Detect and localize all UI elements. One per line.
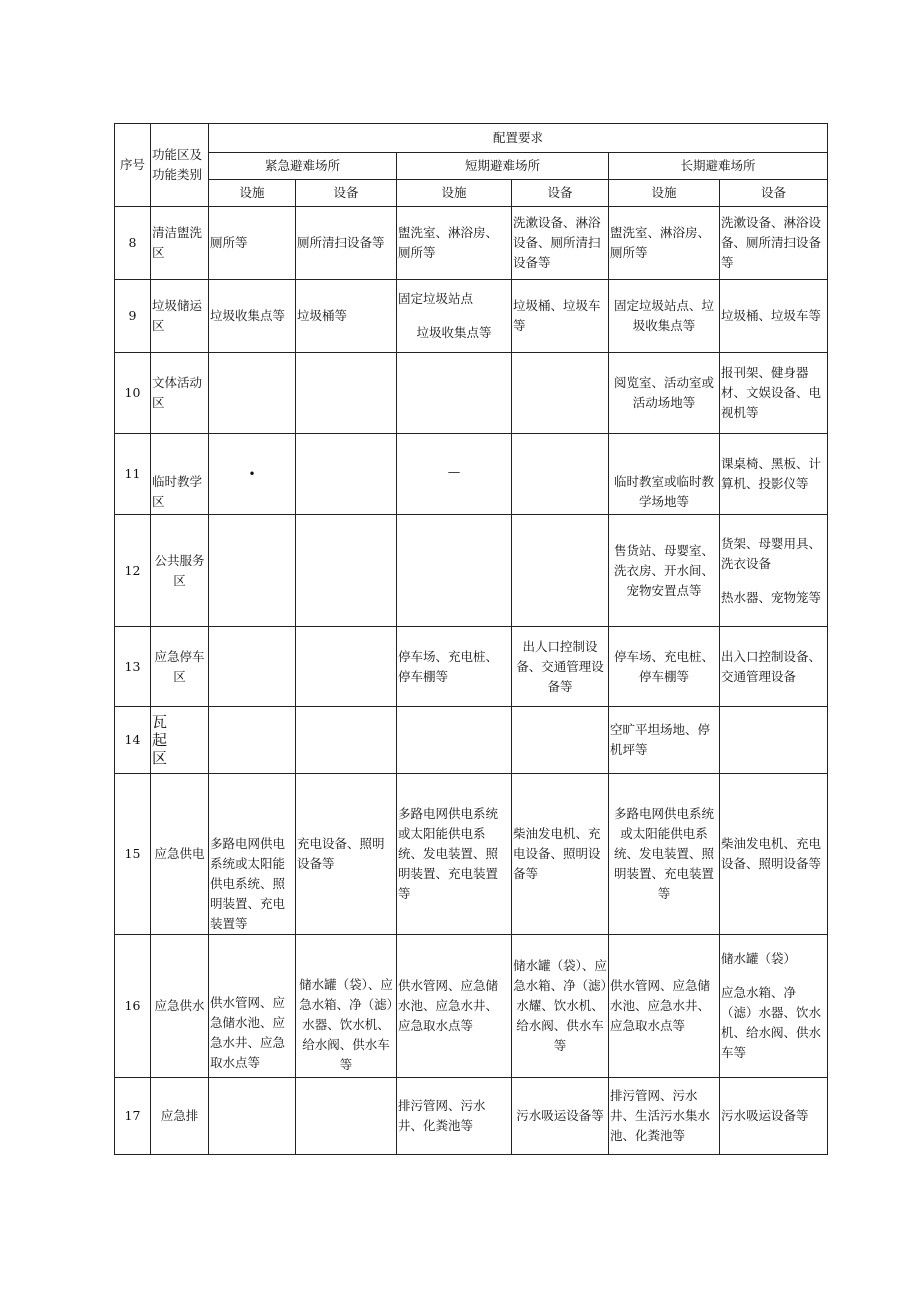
cell-short-equipment	[512, 434, 609, 515]
header-equipment: 设备	[296, 180, 397, 207]
cell-short-equipment: 洗漱设备、淋浴设备、厕所清扫设备等	[512, 207, 609, 280]
table-row	[115, 207, 828, 280]
table-row	[115, 515, 828, 627]
cell-short-facility	[397, 353, 512, 434]
cell-long-facility: 空旷平坦场地、停机坪等	[609, 707, 720, 774]
row-no: 15	[115, 774, 151, 935]
cell-short-facility: 盥洗室、淋浴房、厕所等	[397, 207, 512, 280]
cell-long-equipment	[720, 515, 828, 627]
cell-short-equipment	[512, 707, 609, 774]
cell-long-equipment: 柴油发电机、充电设备、照明设备等	[720, 774, 828, 935]
cell-emergency-equipment	[296, 515, 397, 627]
header-equipment: 设备	[720, 180, 828, 207]
long-equipment-line-b: 应急水箱、净（滤）水器、饮水机、给水阀、供水车等	[721, 985, 822, 1060]
cell-short-equipment	[512, 353, 609, 434]
cell-short-equipment: 污水吸运设备等	[512, 1078, 609, 1155]
cell-short-facility: 排污管网、污水井、化粪池等	[397, 1078, 512, 1155]
cell-long-equipment: 出入口控制设备、交通管理设备	[720, 627, 828, 707]
cell-emergency-facility: 多路电网供电系统或太阳能供电系统、照明装置、充电装置等	[209, 774, 296, 935]
header-equipment: 设备	[512, 180, 609, 207]
cell-long-equipment: 污水吸运设备等	[720, 1078, 828, 1155]
row-no: 12	[115, 515, 151, 627]
header-facility: 设施	[209, 180, 296, 207]
cell-short-facility	[397, 707, 512, 774]
cell-long-facility: 售货站、母婴室、洗衣房、开水间、宠物安置点等	[609, 515, 720, 627]
short-facility-line-b: 垃圾收集点等	[416, 325, 492, 340]
table-row	[115, 774, 828, 935]
row-area: 临时教学区	[151, 434, 209, 515]
cell-long-equipment: 洗漱设备、淋浴设备、厕所清扫设备等	[720, 207, 828, 280]
cell-emergency-equipment: 垃圾桶等	[296, 280, 397, 353]
row-area: 公共服务区	[151, 515, 209, 627]
row-no: 11	[115, 434, 151, 515]
table-row	[115, 707, 828, 774]
row-area: 瓦起区	[151, 707, 209, 774]
row-area: 清洁盥洗区	[151, 207, 209, 280]
cell-short-facility: —	[397, 434, 512, 515]
header-area: 功能区及功能类别	[151, 124, 209, 207]
row-area: 应急供电	[151, 774, 209, 935]
cell-short-facility: 供水管网、应急储水池、应急水井、应急取水点等	[397, 935, 512, 1078]
cell-short-facility: 停车场、充电桩、停车棚等	[397, 627, 512, 707]
row-no: 8	[115, 207, 151, 280]
row-no: 17	[115, 1078, 151, 1155]
table-row	[115, 627, 828, 707]
cell-long-facility: 固定垃圾站点、垃圾收集点等	[609, 280, 720, 353]
cell-long-facility: 供水管网、应急储水池、应急水井、应急取水点等	[609, 935, 720, 1078]
cell-short-facility	[397, 515, 512, 627]
cell-long-facility: 多路电网供电系统或太阳能供电系统、发电装置、照明装置、充电装置等	[609, 774, 720, 935]
row-no: 10	[115, 353, 151, 434]
cell-emergency-equipment: 厕所清扫设备等	[296, 207, 397, 280]
cell-long-facility: 停车场、充电桩、停车棚等	[609, 627, 720, 707]
cell-long-facility: 盥洗室、淋浴房、厕所等	[609, 207, 720, 280]
cell-emergency-facility	[209, 353, 296, 434]
cell-emergency-facility: 供水管网、应急储水池、应急水井、应急取水点等	[209, 935, 296, 1078]
cell-short-equipment: 柴油发电机、充电设备、照明设备等	[512, 774, 609, 935]
cell-short-equipment	[512, 515, 609, 627]
cell-long-equipment	[720, 935, 828, 1078]
cell-long-facility: 排污管网、污水井、生活污水集水池、化粪池等	[609, 1078, 720, 1155]
row-no: 13	[115, 627, 151, 707]
cell-short-equipment: 出人口控制设备、交通管理设备等	[512, 627, 609, 707]
cell-long-facility: 临时教室或临时教学场地等	[609, 434, 720, 515]
long-equipment-line-b: 热水器、宠物笼等	[721, 589, 822, 605]
cell-emergency-equipment	[296, 627, 397, 707]
row-no: 16	[115, 935, 151, 1078]
cell-emergency-facility	[209, 707, 296, 774]
cell-emergency-facility	[209, 1078, 296, 1155]
table-row	[115, 935, 828, 1078]
row-area: 应急排	[151, 1078, 209, 1155]
cell-emergency-facility	[209, 434, 296, 515]
cell-emergency-equipment	[296, 707, 397, 774]
cell-emergency-facility: 厕所等	[209, 207, 296, 280]
row-area: 垃圾储运区	[151, 280, 209, 353]
cell-emergency-equipment	[296, 353, 397, 434]
long-equipment-line-a: 货架、母婴用具、洗衣设备	[721, 535, 822, 571]
long-equipment-line-a: 储水罐（袋）	[721, 951, 797, 966]
short-facility-line-a: 固定垃圾站点	[398, 291, 474, 306]
cell-emergency-equipment	[296, 434, 397, 515]
cell-emergency-equipment: 储水罐（袋）、应急水箱、净（滤）水器、饮水机、给水阀、供水车等	[296, 935, 397, 1078]
header-short-term: 短期避难场所	[397, 153, 609, 180]
row-area: 应急供水	[151, 935, 209, 1078]
dot-mark: •	[248, 467, 256, 481]
cell-short-facility	[397, 280, 512, 353]
table-row	[115, 280, 828, 353]
config-table	[114, 123, 828, 1155]
row-no: 14	[115, 707, 151, 774]
row-no: 9	[115, 280, 151, 353]
header-facility: 设施	[397, 180, 512, 207]
cell-short-equipment: 垃圾桶、垃圾车等	[512, 280, 609, 353]
cell-emergency-equipment: 充电设备、照明设备等	[296, 774, 397, 935]
cell-long-equipment: 报刊架、健身器材、文娱设备、电视机等	[720, 353, 828, 434]
cell-short-facility: 多路电网供电系统或太阳能供电系统、发电装置、照明装置、充电装置等	[397, 774, 512, 935]
cell-long-equipment: 垃圾桶、垃圾车等	[720, 280, 828, 353]
cell-long-facility: 阅览室、活动室或活动场地等	[609, 353, 720, 434]
header-no: 序号	[115, 124, 151, 207]
header-config: 配置要求	[209, 124, 828, 153]
row-area: 应急停车区	[151, 627, 209, 707]
header-emergency: 紧急避难场所	[209, 153, 397, 180]
header-long-term: 长期避难场所	[609, 153, 828, 180]
cell-long-equipment: 课桌椅、黑板、计算机、投影仪等	[720, 434, 828, 515]
header-facility: 设施	[609, 180, 720, 207]
cell-short-equipment: 储水罐（袋）、应急水箱、净（滤）水耀、饮水机、给水阀、供水车等	[512, 935, 609, 1078]
row-area: 文体活动区	[151, 353, 209, 434]
cell-emergency-facility	[209, 515, 296, 627]
table-row	[115, 353, 828, 434]
table-row	[115, 434, 828, 515]
cell-emergency-equipment	[296, 1078, 397, 1155]
cell-emergency-facility	[209, 627, 296, 707]
table-row	[115, 1078, 828, 1155]
cell-long-equipment	[720, 707, 828, 774]
cell-emergency-facility: 垃圾收集点等	[209, 280, 296, 353]
